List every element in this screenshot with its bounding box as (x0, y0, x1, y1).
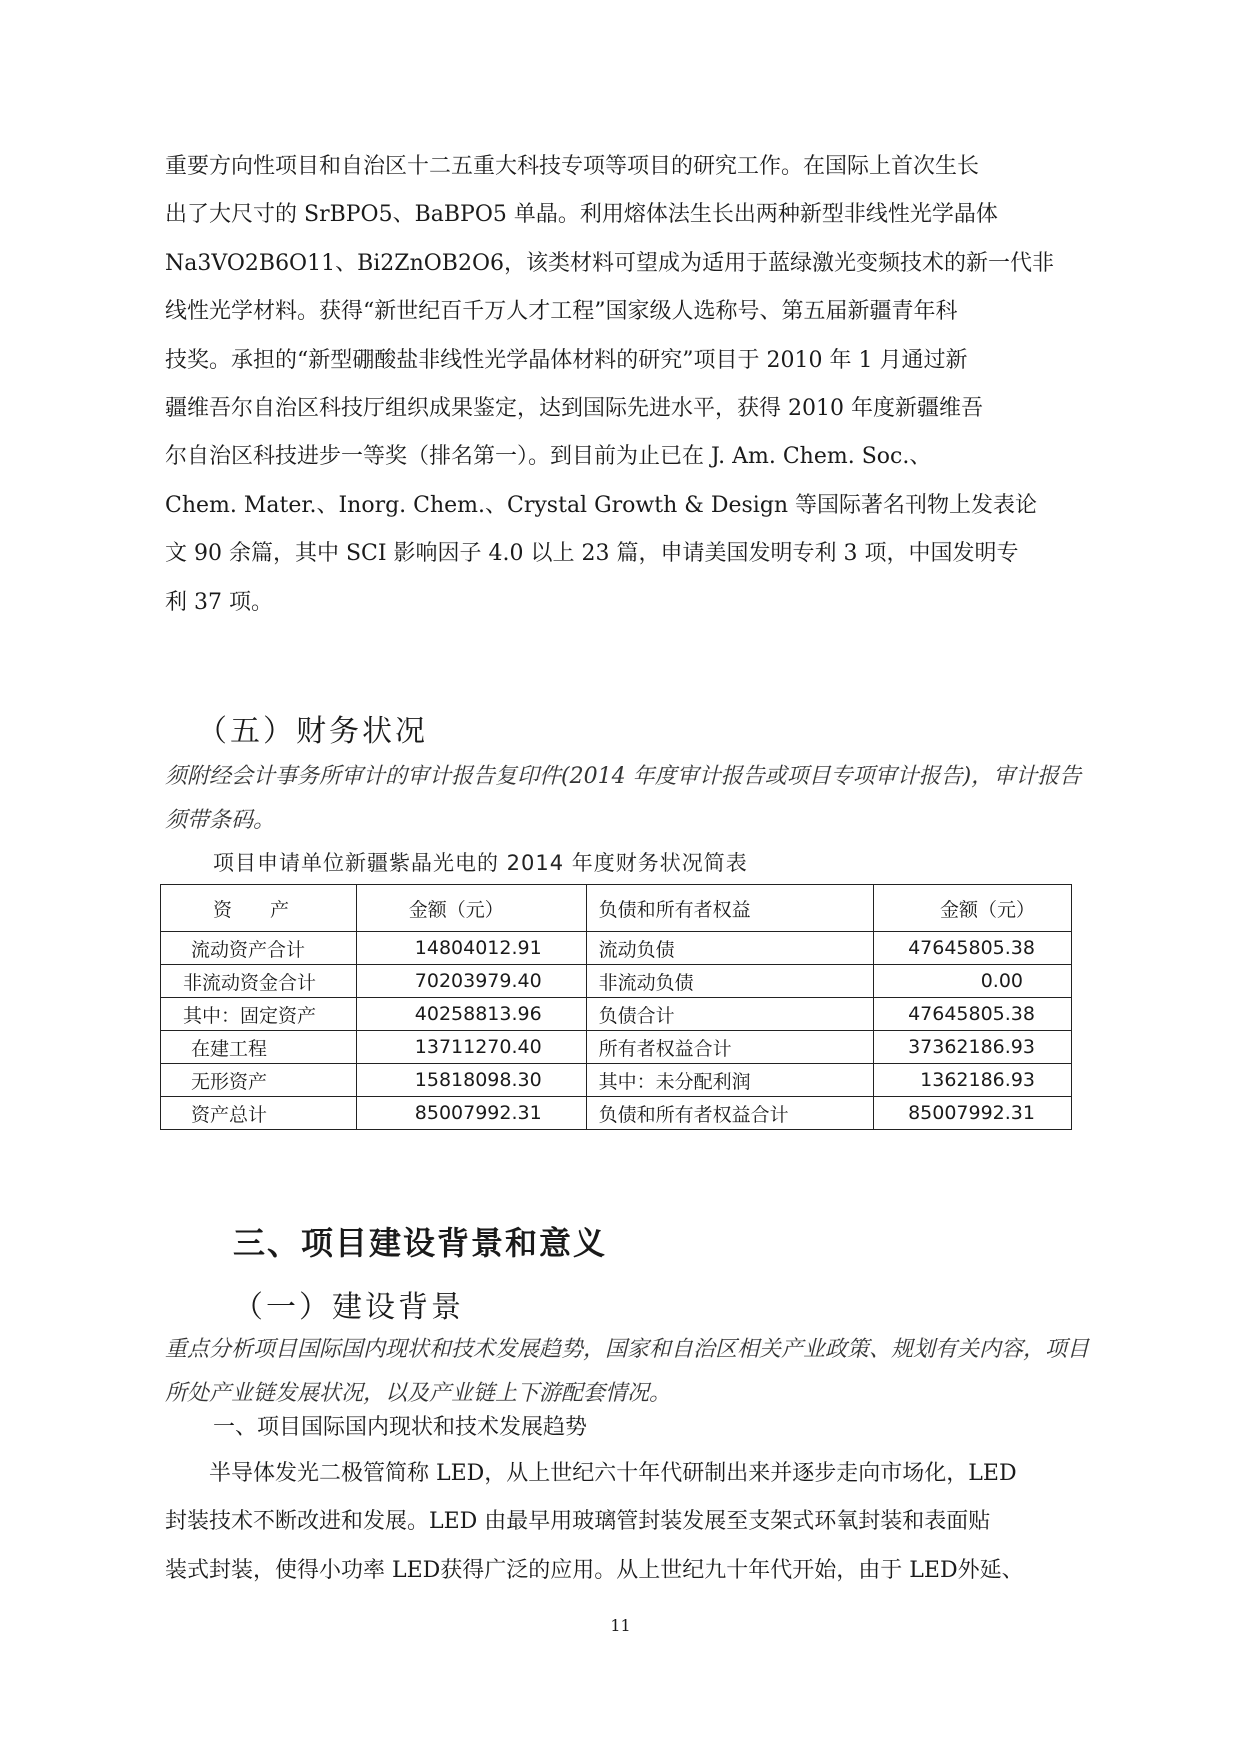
text-line: 文 90 余篇，其中 SCI 影响因子 4.0 以上 23 篇，申请美国发明专利 3 项，中国发明专 (165, 541, 1019, 567)
header-assets: 资 产 (161, 885, 357, 932)
text-line: 线性光学材料。获得“新世纪百千万人才工程”国家级人选称号、第五届新疆青年科 (165, 299, 958, 325)
cell-asset: 无形资产 (161, 1064, 357, 1097)
cell-liability: 负债和所有者权益合计 (586, 1097, 873, 1130)
table-row (161, 932, 1072, 965)
cell-amount: 70203979.40 (356, 965, 586, 998)
subsection-title: 一、项目国际国内现状和技术发展趋势 (213, 1415, 588, 1440)
table-row (161, 1064, 1072, 1097)
text-line: Na3VO2B6O11、Bi2ZnOB2O6，该类材料可望成为适用于蓝绿激光变频技术的新一代非 (165, 250, 1054, 276)
header-amount: 金额（元） (356, 885, 586, 932)
cell-liability: 其中：未分配利润 (586, 1064, 873, 1097)
table-row (161, 998, 1072, 1031)
cell-amount-2: 47645805.38 (874, 932, 1072, 965)
text-line: 封装技术不断改进和发展。LED 由最早用玻璃管封装发展至支架式环氧封装和表面贴 (165, 1509, 991, 1535)
cell-amount-2: 85007992.31 (874, 1097, 1072, 1130)
financial-table (160, 884, 1072, 1130)
header-amount-2: 金额（元） (874, 885, 1072, 932)
header-liabilities: 负债和所有者权益 (586, 885, 873, 932)
text-line: 技奖。承担的“新型硼酸盐非线性光学晶体材料的研究”项目于 2010 年 1 月通过新 (165, 347, 968, 373)
cell-liability: 所有者权益合计 (586, 1031, 873, 1064)
section-5-heading: （五）财务状况 (197, 714, 428, 749)
cell-amount-2: 1362186.93 (874, 1064, 1072, 1097)
cell-amount: 40258813.96 (356, 998, 586, 1031)
cell-liability: 流动负债 (586, 932, 873, 965)
text-line: Chem. Mater.、Inorg. Chem.、Crystal Growth & Design 等国际著名刊物上发表论 (165, 492, 1038, 518)
cell-amount-2: 37362186.93 (874, 1031, 1072, 1064)
text-line: 利 37 项。 (165, 589, 273, 615)
section-3-heading: 三、项目建设背景和意义 (233, 1224, 608, 1262)
cell-amount: 15818098.30 (356, 1064, 586, 1097)
text-line: 尔自治区科技进步一等奖（排名第一）。到目前为止已在 J. Am. Chem. Soc.、 (165, 444, 932, 470)
cell-liability: 负债合计 (586, 998, 873, 1031)
section-3-1-heading: （一）建设背景 (233, 1290, 464, 1325)
text-line: 装式封装，使得小功率 LED获得广泛的应用。从上世纪九十年代开始，由于 LED外延、 (165, 1557, 1024, 1583)
table-row (161, 1031, 1072, 1064)
cell-asset: 非流动资金合计 (161, 965, 357, 998)
text-line: 疆维吾尔自治区科技厅组织成果鉴定，达到国际先进水平，获得 2010 年度新疆维吾 (165, 396, 983, 422)
cell-amount-2: 0.00 (874, 965, 1072, 998)
cell-amount-2: 47645805.38 (874, 998, 1072, 1031)
cell-amount: 14804012.91 (356, 932, 586, 965)
text-line: 半导体发光二极管简称 LED，从上世纪六十年代研制出来并逐步走向市场化，LED (209, 1461, 1017, 1486)
cell-asset: 在建工程 (161, 1031, 357, 1064)
section-5-note: 须附经会计事务所审计的审计报告复印件(2014 年度审计报告或项目专项审计报告)，审计报告须带条码。 (165, 764, 1082, 833)
cell-amount: 85007992.31 (356, 1097, 586, 1130)
cell-asset: 其中：固定资产 (161, 998, 357, 1031)
intro-paragraph (165, 143, 1095, 627)
page-number: 11 (610, 1616, 631, 1635)
table-caption: 项目申请单位新疆紫晶光电的 2014 年度财务状况简表 (213, 851, 748, 875)
section-3-note: 重点分析项目国际国内现状和技术发展趋势，国家和自治区相关产业政策、规划有关内容，项目所处产业链发展状况，以及产业链上下游配套情况。 (165, 1337, 1090, 1406)
cell-asset: 流动资产合计 (161, 932, 357, 965)
cell-asset: 资产总计 (161, 1097, 357, 1130)
table-row (161, 1097, 1072, 1130)
background-paragraph (165, 1450, 1095, 1595)
text-line: 出了大尺寸的 SrBPO5、BaBPO5 单晶。利用熔体法生长出两种新型非线性光学晶体 (165, 202, 998, 228)
cell-amount: 13711270.40 (356, 1031, 586, 1064)
table-row (161, 965, 1072, 998)
text-line: 重要方向性项目和自治区十二五重大科技专项等项目的研究工作。在国际上首次生长 (165, 154, 980, 179)
cell-liability: 非流动负债 (586, 965, 873, 998)
table-header-row (161, 885, 1072, 932)
